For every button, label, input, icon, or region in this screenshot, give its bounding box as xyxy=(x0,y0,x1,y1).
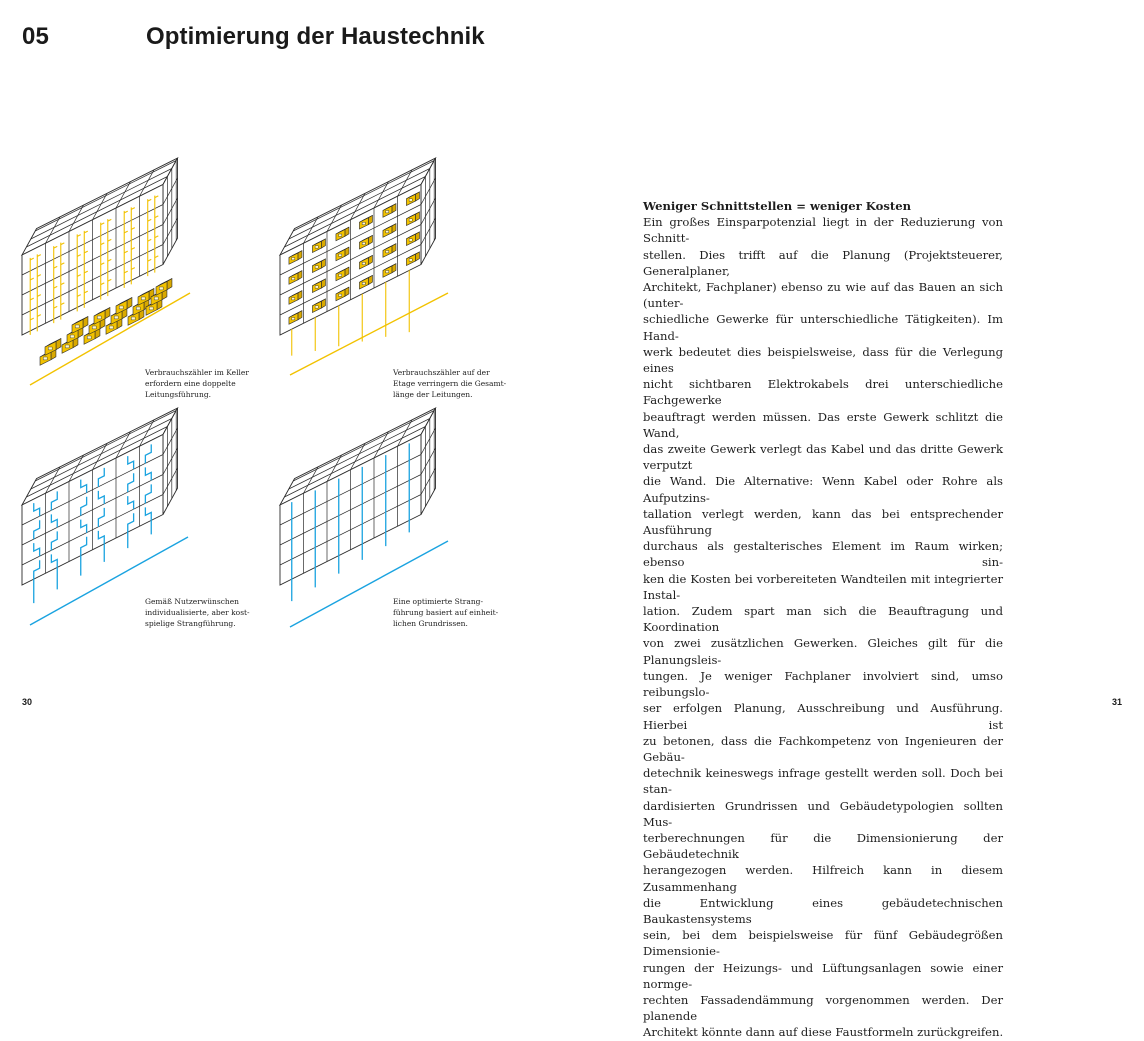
page-number-left: 30 xyxy=(22,697,33,707)
body-text xyxy=(643,198,1003,1041)
body-line: detechnik keineswegs infrage gestellt werden soll. Doch bei stan- xyxy=(643,766,1003,797)
building-diagram-basement-meters xyxy=(0,195,260,395)
meter-display xyxy=(409,259,412,261)
meter-display xyxy=(339,254,342,256)
meter-display xyxy=(315,286,318,288)
meter-display xyxy=(159,287,163,290)
body-line: die Entwicklung eines gebäudetechnischen Baukastensystems xyxy=(643,895,1003,926)
figure-meters-on-floor xyxy=(258,195,518,395)
caption-line: Etage verringern die Gesamt- xyxy=(393,379,507,388)
meter-display xyxy=(92,326,96,329)
caption-line: individualisierte, aber kost- xyxy=(145,608,250,617)
body-line: Architekt könnte dann auf diese Faustformeln zurückgreifen. xyxy=(643,1025,1004,1040)
body-line: dardisierten Grundrissen und Gebäudetypologien sollten Mus- xyxy=(643,798,1003,829)
meter-display xyxy=(292,278,295,280)
chapter-number: 05 xyxy=(22,23,50,50)
body-line: rungen der Heizungs- und Lüftungsanlagen sowie einer normge- xyxy=(643,960,1003,991)
meter-display xyxy=(386,231,389,233)
body-line: die Wand. Die Alternative: Wenn Kabel oder Rohre als Aufputzins- xyxy=(643,474,1003,505)
meter-display xyxy=(97,316,101,319)
meter-display xyxy=(386,271,389,273)
body-line: stellen. Dies trifft auf die Planung (Projektsteuerer, Generalplaner, xyxy=(643,247,1003,278)
meter-display xyxy=(149,307,153,310)
body-line: beauftragt werden müssen. Das erste Gewerk schlitzt die Wand, xyxy=(643,409,1003,440)
body-line: lation. Zudem spart man sich die Beauftragung und Koordination xyxy=(643,604,1003,635)
meter-box-side xyxy=(83,317,88,328)
meter-display xyxy=(292,318,295,320)
body-line: von zwei zusätzlichen Gewerken. Gleiches gilt für die Planungsleis- xyxy=(643,636,1003,667)
meter-display xyxy=(362,282,365,284)
caption-line: erfordern eine doppelte xyxy=(145,379,236,388)
body-line: herangezogen werden. Hilfreich kann in diesem Zusammenhang xyxy=(643,863,1003,894)
meter-display xyxy=(292,258,295,260)
meter-display xyxy=(409,239,412,241)
meter-display xyxy=(409,199,412,201)
meter-display xyxy=(48,347,52,350)
body-line: durchaus als gestalterisches Element im Raum wirken; ebenso sin- xyxy=(643,539,1003,570)
body-line: zu betonen, dass die Fachkompetenz von Ingenieuren der Gebäu- xyxy=(643,733,1003,764)
meter-display xyxy=(315,266,318,268)
meter-display xyxy=(154,297,158,300)
meter-display xyxy=(141,297,145,300)
body-paragraph xyxy=(643,214,1003,1040)
meter-display xyxy=(339,274,342,276)
body-line: schiedliche Gewerke für unterschiedliche Tätigkeiten). Im Hand- xyxy=(643,312,1003,343)
meter-display xyxy=(339,294,342,296)
meter-box-side xyxy=(167,279,172,290)
caption-line: lichen Grundrissen. xyxy=(393,619,468,628)
caption-line: Gemäß Nutzerwünschen xyxy=(145,597,240,606)
caption-line: Verbrauchszähler auf der xyxy=(393,368,490,377)
meter-display xyxy=(362,222,365,224)
meter-display xyxy=(315,246,318,248)
body-line: das zweite Gewerk verlegt das Kabel und das dritte Gewerk verputzt xyxy=(643,442,1003,473)
body-line: nicht sichtbaren Elektrokabels drei unterschiedliche Fachgewerke xyxy=(643,377,1003,408)
meter-display xyxy=(65,345,69,348)
meter-display xyxy=(386,251,389,253)
meter-box-side xyxy=(105,308,110,319)
body-line: sein, bei dem beispielsweise für fünf Gebäudegrößen Dimensionie- xyxy=(643,928,1003,959)
meter-display xyxy=(75,325,79,328)
meter-display xyxy=(119,306,123,309)
meter-display xyxy=(109,326,113,329)
body-line: Ein großes Einsparpotenzial liegt in der Reduzierung von Schnitt- xyxy=(643,215,1003,246)
caption-figure-2 xyxy=(393,367,533,400)
meter-display xyxy=(43,357,47,360)
meter-display xyxy=(315,306,318,308)
caption-line: spielige Strangführung. xyxy=(145,619,236,628)
body-line: rechten Fassadendämmung vorgenommen werden. Der planende xyxy=(643,992,1003,1024)
meter-display xyxy=(292,298,295,300)
meter-box-side xyxy=(127,298,132,309)
caption-line: Leitungsführung. xyxy=(145,390,212,399)
building-diagram-floor-meters xyxy=(258,195,518,395)
body-line: tungen. Je weniger Fachplaner involviert sind, umso reibungslo- xyxy=(643,668,1003,700)
meter-display xyxy=(339,234,342,236)
meter-display xyxy=(409,219,412,221)
meter-display xyxy=(386,211,389,213)
body-line: Architekt, Fachplaner) ebenso zu wie auf das Bauen an sich (unter- xyxy=(643,280,1003,311)
chapter-title: Optimierung der Haustechnik xyxy=(146,23,485,50)
meter-display xyxy=(136,307,140,310)
body-line: terberechnungen für die Dimensionierung der Gebäudetechnik xyxy=(643,830,1003,862)
body-line: ser erfolgen Planung, Ausschreibung und Ausführung. Hierbei ist xyxy=(643,701,1003,732)
body-line: tallation verlegt werden, kann das bei entsprechender Ausführung xyxy=(643,506,1003,538)
meter-display xyxy=(131,317,135,320)
meter-display xyxy=(362,242,365,244)
figure-meters-in-basement xyxy=(0,195,260,395)
body-line: ken die Kosten bei vorbereiteten Wandteilen mit integrierter Instal- xyxy=(643,571,1003,602)
section-heading: Weniger Schnittstellen = weniger Kosten xyxy=(643,199,912,213)
caption-line: führung basiert auf einheit- xyxy=(393,608,499,617)
meter-display xyxy=(87,336,91,339)
caption-line: länge der Leitungen. xyxy=(393,390,473,399)
caption-line: Verbrauchszähler im Keller xyxy=(145,368,249,377)
meter-display xyxy=(114,316,118,319)
meter-display xyxy=(70,335,74,338)
caption-line: Eine optimierte Strang- xyxy=(393,597,483,606)
page-number-right: 31 xyxy=(1112,697,1123,707)
caption-figure-4 xyxy=(393,596,533,629)
meter-box-side xyxy=(56,339,61,350)
meter-display xyxy=(362,262,365,264)
body-line: werk bedeutet dies beispielsweise, dass für die Verlegung eines xyxy=(643,344,1003,376)
